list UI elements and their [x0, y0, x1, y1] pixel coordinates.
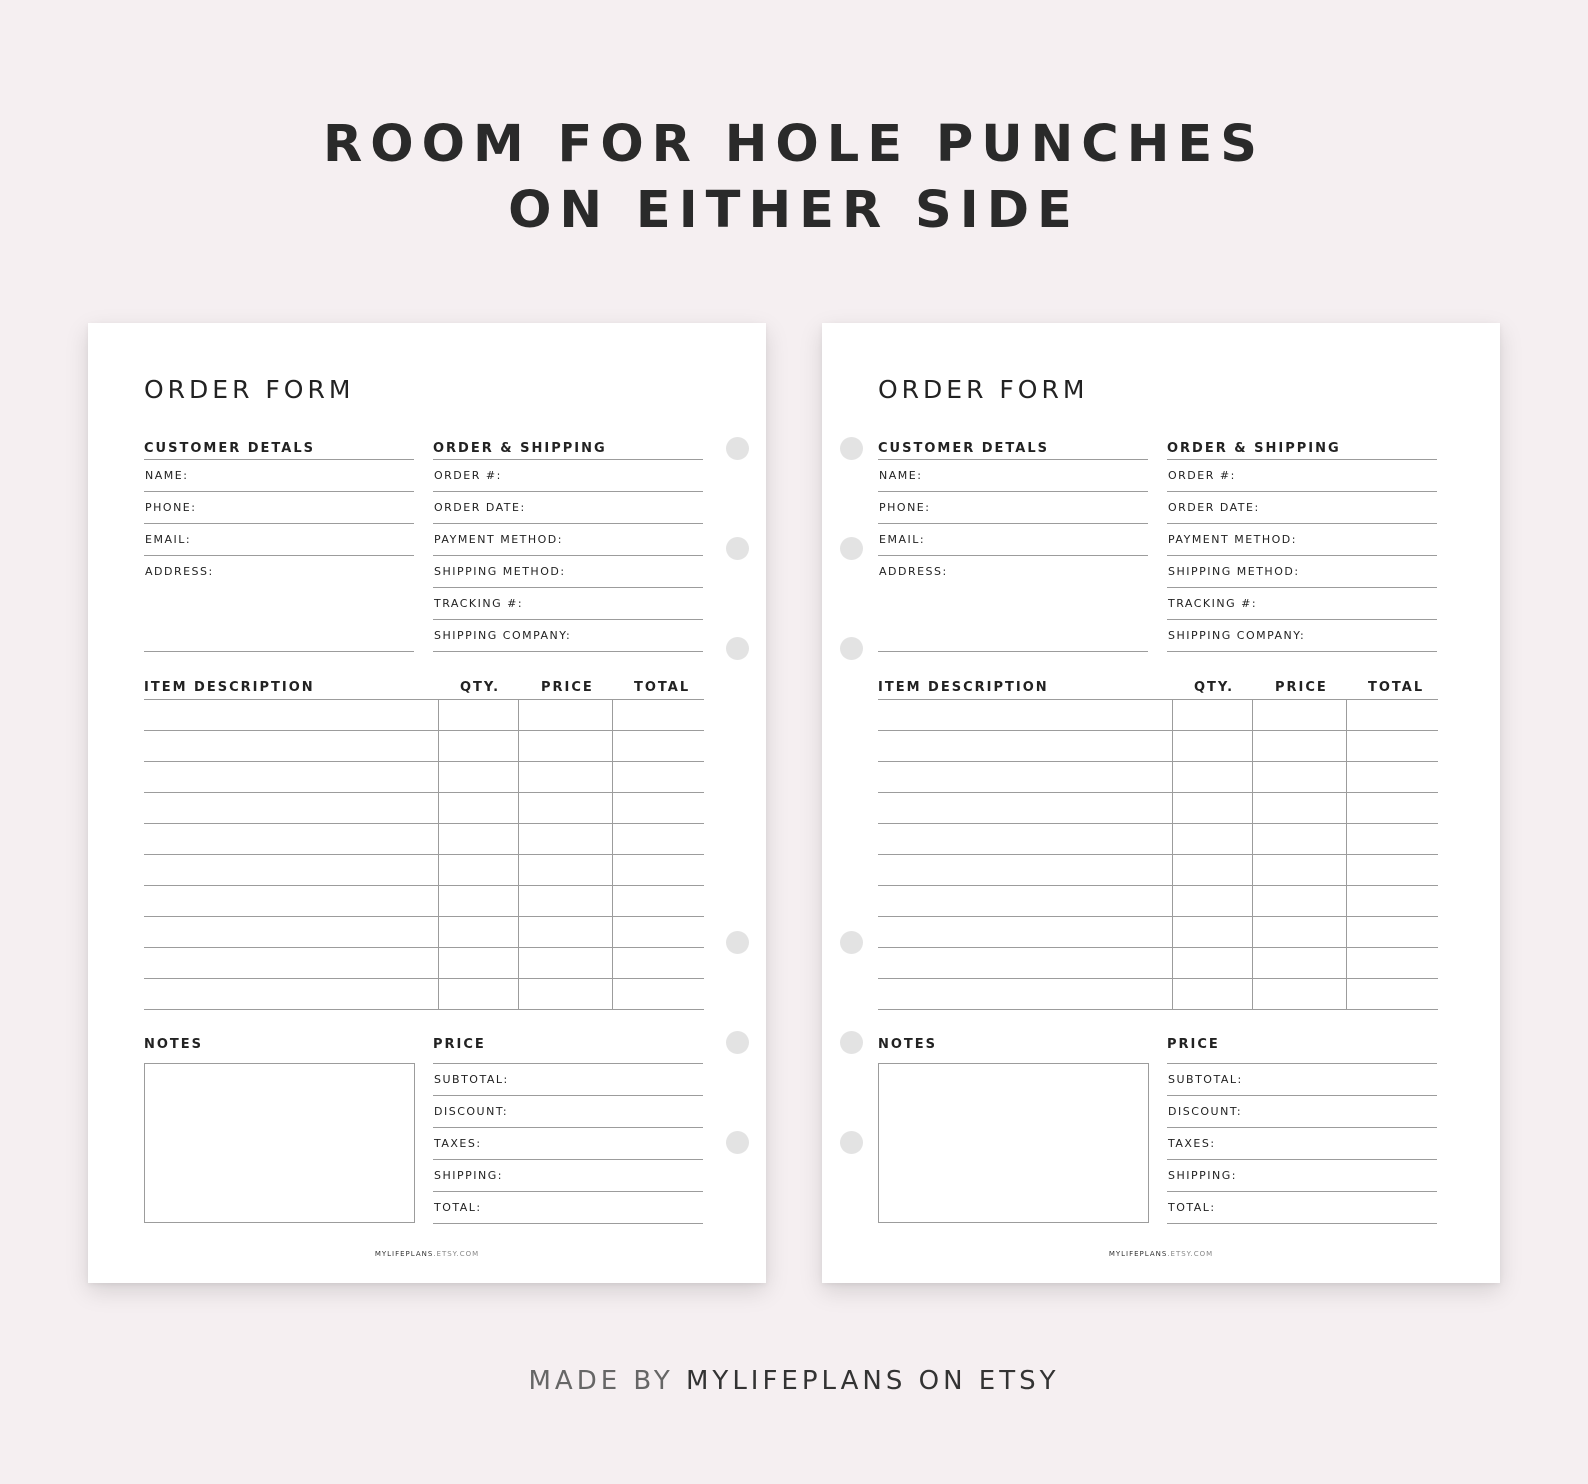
footer-url: [88, 1250, 766, 1258]
order-shipping-heading: ORDER & SHIPPING: [1167, 441, 1341, 456]
punch-hole-right-page: [840, 437, 863, 460]
customer-field-label: ADDRESS:: [879, 565, 948, 578]
qty-column-divider: [438, 699, 439, 1009]
price-field-rule: [1167, 1159, 1437, 1160]
price-field-label: TOTAL:: [434, 1201, 482, 1214]
customer-field-label: PHONE:: [145, 501, 197, 514]
qty-header: QTY.: [1194, 680, 1235, 695]
table-row-rule: [878, 916, 1438, 917]
credit-brand: MYLIFEPLANS ON ETSY: [686, 1366, 1060, 1396]
order-field-label: ORDER #:: [1168, 469, 1236, 482]
price-heading-rule: [433, 1063, 703, 1064]
total-column-divider: [612, 699, 613, 1009]
customer-field-rule: [144, 491, 414, 492]
order-field-rule: [433, 651, 703, 652]
customer-field-rule: [878, 491, 1148, 492]
order-field-rule: [433, 555, 703, 556]
customer-heading-rule: [144, 459, 414, 460]
punch-hole-left-page: [726, 537, 749, 560]
order-field-label: SHIPPING COMPANY:: [1168, 629, 1306, 642]
price-field-rule: [433, 1127, 703, 1128]
price-header: PRICE: [541, 680, 594, 695]
order-field-label: TRACKING #:: [1168, 597, 1258, 610]
price-field-rule: [433, 1095, 703, 1096]
order-field-rule: [1167, 651, 1437, 652]
order-field-label: ORDER DATE:: [1168, 501, 1260, 514]
order-form-page-right: [822, 323, 1500, 1283]
price-column-divider: [518, 699, 519, 1009]
credit-prefix: MADE BY: [528, 1366, 686, 1396]
price-field-rule: [433, 1223, 703, 1224]
price-field-rule: [433, 1159, 703, 1160]
table-row-rule: [878, 978, 1438, 979]
order-field-rule: [433, 587, 703, 588]
price-field-rule: [1167, 1127, 1437, 1128]
footer-url: [822, 1250, 1500, 1258]
price-column-divider: [1252, 699, 1253, 1009]
price-field-label: TAXES:: [434, 1137, 482, 1150]
table-row-rule: [144, 916, 704, 917]
punch-hole-right-page: [840, 537, 863, 560]
notes-box: [144, 1063, 415, 1223]
headline-line-1: ROOM FOR HOLE PUNCHES: [323, 115, 1265, 174]
table-row-rule: [878, 792, 1438, 793]
table-header-rule: [878, 699, 1438, 700]
order-field-label: SHIPPING COMPANY:: [434, 629, 572, 642]
total-column-divider: [1346, 699, 1347, 1009]
table-row-rule: [144, 854, 704, 855]
notes-heading: NOTES: [144, 1037, 204, 1052]
price-field-label: SUBTOTAL:: [1168, 1073, 1243, 1086]
table-row-rule: [144, 823, 704, 824]
address-bottom-rule: [144, 651, 414, 652]
table-row-rule: [144, 792, 704, 793]
punch-hole-left-page: [726, 437, 749, 460]
punch-hole-left-page: [726, 1031, 749, 1054]
order-field-label: TRACKING #:: [434, 597, 524, 610]
price-field-rule: [1167, 1223, 1437, 1224]
customer-field-label: NAME:: [879, 469, 923, 482]
order-field-label: ORDER #:: [434, 469, 502, 482]
order-shipping-heading: ORDER & SHIPPING: [433, 441, 607, 456]
headline: [0, 112, 1588, 244]
punch-hole-left-page: [726, 931, 749, 954]
order-field-rule: [433, 491, 703, 492]
price-field-label: DISCOUNT:: [434, 1105, 509, 1118]
table-header-rule: [144, 699, 704, 700]
order-field-label: PAYMENT METHOD:: [1168, 533, 1297, 546]
price-field-rule: [1167, 1191, 1437, 1192]
total-header: TOTAL: [634, 680, 691, 695]
order-field-label: ORDER DATE:: [434, 501, 526, 514]
order-field-rule: [1167, 523, 1437, 524]
footer-brand: MYLIFEPLANS: [374, 1250, 434, 1258]
item-description-header: ITEM DESCRIPTION: [144, 680, 315, 695]
order-field-rule: [433, 619, 703, 620]
notes-heading: NOTES: [878, 1037, 938, 1052]
form-title: ORDER FORM: [878, 375, 1089, 404]
price-summary-heading: PRICE: [1167, 1037, 1220, 1052]
order-field-rule: [433, 523, 703, 524]
qty-column-divider: [1172, 699, 1173, 1009]
price-field-label: SHIPPING:: [1168, 1169, 1237, 1182]
table-row-rule: [878, 730, 1438, 731]
credit-line: [0, 1366, 1588, 1396]
order-field-label: SHIPPING METHOD:: [434, 565, 566, 578]
price-field-label: TOTAL:: [1168, 1201, 1216, 1214]
customer-field-label: EMAIL:: [145, 533, 192, 546]
total-header: TOTAL: [1368, 680, 1425, 695]
order-field-label: PAYMENT METHOD:: [434, 533, 563, 546]
price-header: PRICE: [1275, 680, 1328, 695]
customer-field-rule: [144, 523, 414, 524]
customer-heading-rule: [878, 459, 1148, 460]
table-row-rule: [144, 761, 704, 762]
customer-field-rule: [144, 555, 414, 556]
item-description-header: ITEM DESCRIPTION: [878, 680, 1049, 695]
table-row-rule: [144, 730, 704, 731]
price-field-rule: [433, 1191, 703, 1192]
address-bottom-rule: [878, 651, 1148, 652]
table-row-rule: [878, 1009, 1438, 1010]
footer-domain: .ETSY.COM: [433, 1250, 480, 1258]
footer-brand: MYLIFEPLANS: [1108, 1250, 1168, 1258]
qty-header: QTY.: [460, 680, 501, 695]
order-field-rule: [1167, 555, 1437, 556]
punch-hole-left-page: [726, 1131, 749, 1154]
customer-field-rule: [878, 523, 1148, 524]
table-row-rule: [878, 947, 1438, 948]
price-heading-rule: [1167, 1063, 1437, 1064]
table-row-rule: [878, 854, 1438, 855]
price-field-label: DISCOUNT:: [1168, 1105, 1243, 1118]
price-field-label: SHIPPING:: [434, 1169, 503, 1182]
order-heading-rule: [433, 459, 703, 460]
punch-hole-right-page: [840, 1131, 863, 1154]
customer-field-rule: [878, 555, 1148, 556]
table-row-rule: [878, 823, 1438, 824]
customer-field-label: EMAIL:: [879, 533, 926, 546]
table-row-rule: [878, 885, 1438, 886]
punch-hole-right-page: [840, 1031, 863, 1054]
table-row-rule: [878, 761, 1438, 762]
customer-details-heading: CUSTOMER DETALS: [878, 441, 1049, 456]
order-field-rule: [1167, 619, 1437, 620]
customer-field-label: NAME:: [145, 469, 189, 482]
table-row-rule: [144, 947, 704, 948]
customer-details-heading: CUSTOMER DETALS: [144, 441, 315, 456]
price-field-rule: [1167, 1095, 1437, 1096]
table-row-rule: [144, 1009, 704, 1010]
punch-hole-left-page: [726, 637, 749, 660]
customer-field-label: PHONE:: [879, 501, 931, 514]
table-row-rule: [144, 978, 704, 979]
order-field-rule: [1167, 587, 1437, 588]
customer-field-label: ADDRESS:: [145, 565, 214, 578]
table-row-rule: [144, 885, 704, 886]
headline-line-2: ON EITHER SIDE: [508, 181, 1080, 240]
order-field-label: SHIPPING METHOD:: [1168, 565, 1300, 578]
footer-domain: .ETSY.COM: [1167, 1250, 1214, 1258]
punch-hole-right-page: [840, 931, 863, 954]
notes-box: [878, 1063, 1149, 1223]
price-summary-heading: PRICE: [433, 1037, 486, 1052]
order-heading-rule: [1167, 459, 1437, 460]
price-field-label: SUBTOTAL:: [434, 1073, 509, 1086]
form-title: ORDER FORM: [144, 375, 355, 404]
price-field-label: TAXES:: [1168, 1137, 1216, 1150]
order-form-page-left: [88, 323, 766, 1283]
order-field-rule: [1167, 491, 1437, 492]
punch-hole-right-page: [840, 637, 863, 660]
